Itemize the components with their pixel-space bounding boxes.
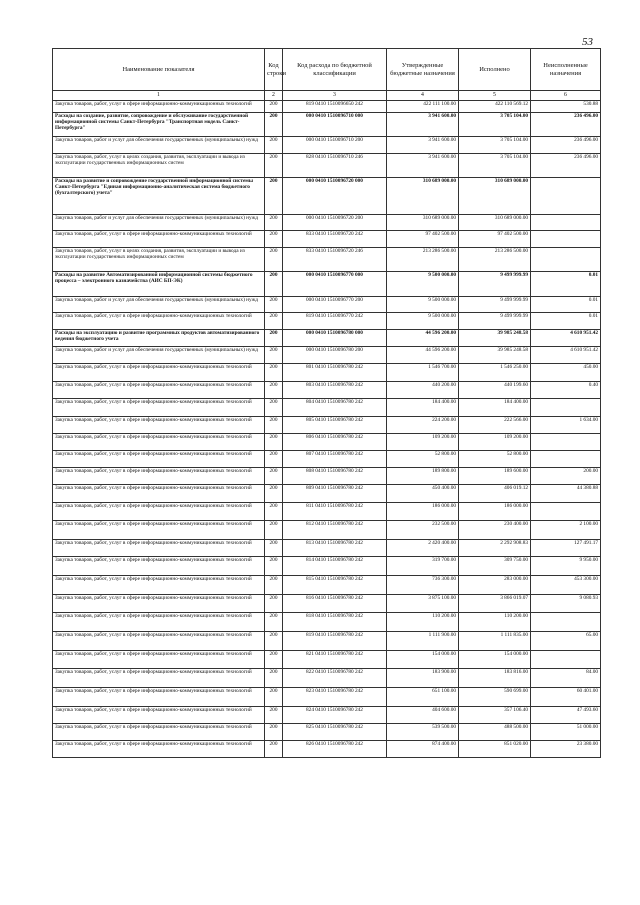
row-approved-amount: 1 546 700.00 xyxy=(387,364,459,382)
header-expense-code: Код расхода по бюджетной классификации xyxy=(283,49,387,91)
column-number-row xyxy=(53,91,601,101)
row-expense-code: 819 0410 1510096770 242 xyxy=(283,313,387,330)
table-row xyxy=(53,297,601,313)
row-approved-amount: 3 941 600.00 xyxy=(387,113,459,137)
row-indicator-name: Закупка товаров, работ, услуг в сфере информационно-коммуникационных технологий xyxy=(53,669,265,688)
row-unspent-amount: 47 493.60 xyxy=(531,707,601,724)
row-unspent-amount xyxy=(531,613,601,632)
row-expense-code: 805 0410 1510096780 242 xyxy=(283,417,387,434)
row-line-code: 200 xyxy=(265,595,283,613)
row-approved-amount: 3 875 100.00 xyxy=(387,595,459,613)
row-expense-code: 801 0410 1510096780 242 xyxy=(283,364,387,382)
row-indicator-name: Закупка товаров, работ, услуг в сфере информационно-коммуникационных технологий xyxy=(53,101,265,113)
row-line-code: 200 xyxy=(265,468,283,485)
row-approved-amount: 52 800.00 xyxy=(387,451,459,468)
row-unspent-amount xyxy=(531,451,601,468)
row-expense-code: 821 0410 1510096780 242 xyxy=(283,651,387,669)
row-expense-code: 000 0410 1510096710 000 xyxy=(283,113,387,137)
row-unspent-amount xyxy=(531,503,601,521)
row-approved-amount: 9 500 000.00 xyxy=(387,272,459,297)
row-executed-amount: 222 566.00 xyxy=(459,417,531,434)
row-executed-amount: 357 106.40 xyxy=(459,707,531,724)
row-line-code: 200 xyxy=(265,503,283,521)
row-indicator-name: Расходы на создание, развитие, сопровождение и обслуживание государственной информационной системы Санкт-Петербурга "Транспортная модель Санкт-Петербурга" xyxy=(53,113,265,137)
row-expense-code: 812 0410 1510096780 242 xyxy=(283,521,387,540)
page-number: 53 xyxy=(582,36,593,48)
row-expense-code: 000 0410 1510096710 200 xyxy=(283,137,387,154)
row-executed-amount: 109 200.00 xyxy=(459,434,531,451)
table-row xyxy=(53,724,601,741)
row-line-code: 200 xyxy=(265,137,283,154)
row-approved-amount: 189 800.00 xyxy=(387,468,459,485)
row-line-code: 200 xyxy=(265,724,283,741)
row-approved-amount: 184 400.00 xyxy=(387,399,459,417)
column-number: 2 xyxy=(265,91,283,101)
table-row xyxy=(53,417,601,434)
table-row xyxy=(53,521,601,540)
table-row xyxy=(53,231,601,248)
row-approved-amount: 651 100.00 xyxy=(387,688,459,707)
row-indicator-name: Закупка товаров, работ и услуг для обеспечения государственных (муниципальных) нужд xyxy=(53,347,265,364)
table-row xyxy=(53,451,601,468)
row-executed-amount: 310 689 000.00 xyxy=(459,215,531,231)
row-indicator-name: Закупка товаров, работ, услуг в сфере информационно-коммуникационных технологий xyxy=(53,540,265,557)
row-indicator-name: Закупка товаров, работ, услуг в сфере информационно-коммуникационных технологий xyxy=(53,231,265,248)
row-executed-amount: 422 110 569.12 xyxy=(459,101,531,113)
column-number: 5 xyxy=(459,91,531,101)
row-unspent-amount: 200.00 xyxy=(531,468,601,485)
row-unspent-amount: 4 610 951.42 xyxy=(531,347,601,364)
row-line-code: 200 xyxy=(265,382,283,399)
row-line-code: 200 xyxy=(265,557,283,576)
row-approved-amount: 109 200.00 xyxy=(387,434,459,451)
row-line-code: 200 xyxy=(265,399,283,417)
row-unspent-amount: 0.01 xyxy=(531,297,601,313)
row-indicator-name: Закупка товаров, работ, услуг в сфере информационно-коммуникационных технологий xyxy=(53,741,265,758)
row-executed-amount: 52 800.00 xyxy=(459,451,531,468)
row-executed-amount: 110 200.00 xyxy=(459,613,531,632)
row-executed-amount: 406 019.12 xyxy=(459,485,531,503)
row-executed-amount: 9 499 999.99 xyxy=(459,313,531,330)
row-executed-amount: 213 286 500.00 xyxy=(459,248,531,272)
row-approved-amount: 874 400.00 xyxy=(387,741,459,758)
row-executed-amount: 39 985 248.58 xyxy=(459,347,531,364)
row-expense-code: 819 0410 1510096650 242 xyxy=(283,101,387,113)
row-executed-amount: 230 400.00 xyxy=(459,521,531,540)
row-approved-amount: 224 200.00 xyxy=(387,417,459,434)
row-unspent-amount: 530.88 xyxy=(531,101,601,113)
row-line-code: 200 xyxy=(265,485,283,503)
row-unspent-amount: 1 634.00 xyxy=(531,417,601,434)
row-unspent-amount xyxy=(531,231,601,248)
row-indicator-name: Закупка товаров, работ, услуг в сфере информационно-коммуникационных технологий xyxy=(53,313,265,330)
row-executed-amount: 3 866 019.07 xyxy=(459,595,531,613)
row-executed-amount: 186 000.00 xyxy=(459,503,531,521)
row-expense-code: 000 0410 1510096770 200 xyxy=(283,297,387,313)
row-approved-amount: 3 941 600.00 xyxy=(387,137,459,154)
row-unspent-amount: 9 950.00 xyxy=(531,557,601,576)
row-line-code: 200 xyxy=(265,364,283,382)
row-approved-amount: 310 689 000.00 xyxy=(387,178,459,215)
row-expense-code: 824 0410 1510096780 242 xyxy=(283,707,387,724)
row-approved-amount: 422 111 100.00 xyxy=(387,101,459,113)
row-executed-amount: 310 689 000.00 xyxy=(459,178,531,215)
table-row xyxy=(53,503,601,521)
row-unspent-amount: 65.00 xyxy=(531,632,601,651)
row-indicator-name: Расходы на развитие и сопровождение государственной информационной системы Санкт-Петербурга "Единая информационно-аналитическая система бюджетного (бухгалтерского) учета" xyxy=(53,178,265,215)
column-number: 4 xyxy=(387,91,459,101)
row-approved-amount: 3 941 600.00 xyxy=(387,154,459,178)
row-indicator-name: Закупка товаров, работ, услуг в сфере информационно-коммуникационных технологий xyxy=(53,399,265,417)
row-expense-code: 825 0410 1510096780 242 xyxy=(283,724,387,741)
row-expense-code: 000 0410 1510096720 000 xyxy=(283,178,387,215)
row-line-code: 200 xyxy=(265,330,283,347)
row-unspent-amount xyxy=(531,248,601,272)
row-executed-amount: 189 600.00 xyxy=(459,468,531,485)
row-approved-amount: 9 500 000.00 xyxy=(387,297,459,313)
row-indicator-name: Закупка товаров, работ, услуг в сфере информационно-коммуникационных технологий xyxy=(53,688,265,707)
row-indicator-name: Закупка товаров, работ, услуг в сфере информационно-коммуникационных технологий xyxy=(53,503,265,521)
row-expense-code: 808 0410 1510096780 242 xyxy=(283,468,387,485)
row-executed-amount: 3 705 104.00 xyxy=(459,137,531,154)
row-line-code: 200 xyxy=(265,347,283,364)
row-executed-amount: 1 546 250.00 xyxy=(459,364,531,382)
row-indicator-name: Закупка товаров, работ, услуг в сфере информационно-коммуникационных технологий xyxy=(53,434,265,451)
row-indicator-name: Закупка товаров, работ, услуг в сфере информационно-коммуникационных технологий xyxy=(53,521,265,540)
row-expense-code: 818 0410 1510096780 242 xyxy=(283,613,387,632)
row-expense-code: 803 0410 1510096780 242 xyxy=(283,382,387,399)
row-line-code: 200 xyxy=(265,154,283,178)
row-indicator-name: Закупка товаров, работ, услуг в сфере информационно-коммуникационных технологий xyxy=(53,651,265,669)
table-row xyxy=(53,707,601,724)
row-executed-amount: 3 705 104.00 xyxy=(459,113,531,137)
table-row xyxy=(53,382,601,399)
row-approved-amount: 319 700.00 xyxy=(387,557,459,576)
table-row xyxy=(53,313,601,330)
row-indicator-name: Закупка товаров, работ, услуг в сфере информационно-коммуникационных технологий xyxy=(53,576,265,595)
table-row xyxy=(53,364,601,382)
row-executed-amount: 39 985 248.58 xyxy=(459,330,531,347)
row-approved-amount: 9 500 000.00 xyxy=(387,313,459,330)
row-indicator-name: Закупка товаров, работ, услуг в сфере информационно-коммуникационных технологий xyxy=(53,557,265,576)
row-unspent-amount: 44 380.88 xyxy=(531,485,601,503)
row-indicator-name: Закупка товаров, работ, услуг в целях создания, развития, эксплуатации и вывода из эксплуатации государственных информационных систем xyxy=(53,154,265,178)
row-line-code: 200 xyxy=(265,297,283,313)
table-row xyxy=(53,113,601,137)
row-executed-amount: 9 499 999.99 xyxy=(459,297,531,313)
row-unspent-amount xyxy=(531,434,601,451)
table-row xyxy=(53,632,601,651)
row-expense-code: 813 0410 1510096780 242 xyxy=(283,540,387,557)
row-unspent-amount: 51 000.00 xyxy=(531,724,601,741)
row-expense-code: 828 0410 1510096710 246 xyxy=(283,154,387,178)
table-row xyxy=(53,688,601,707)
row-unspent-amount: 60 401.00 xyxy=(531,688,601,707)
table-body xyxy=(53,101,601,758)
row-unspent-amount: 2 100.00 xyxy=(531,521,601,540)
header-approved: Утвержденные бюджетные назначения xyxy=(387,49,459,91)
table-row xyxy=(53,272,601,297)
row-executed-amount: 488 500.00 xyxy=(459,724,531,741)
row-expense-code: 000 0410 1510096780 000 xyxy=(283,330,387,347)
row-line-code: 200 xyxy=(265,613,283,632)
table-row xyxy=(53,613,601,632)
row-expense-code: 000 0410 1510096770 000 xyxy=(283,272,387,297)
row-expense-code: 000 0410 1510096780 200 xyxy=(283,347,387,364)
table-row xyxy=(53,540,601,557)
row-indicator-name: Закупка товаров, работ, услуг в сфере информационно-коммуникационных технологий xyxy=(53,707,265,724)
table-row xyxy=(53,557,601,576)
row-expense-code: 816 0410 1510096780 242 xyxy=(283,595,387,613)
row-indicator-name: Закупка товаров, работ, услуг в сфере информационно-коммуникационных технологий xyxy=(53,382,265,399)
row-executed-amount: 9 499 999.99 xyxy=(459,272,531,297)
row-unspent-amount: 9 080.93 xyxy=(531,595,601,613)
table-row xyxy=(53,154,601,178)
row-indicator-name: Закупка товаров, работ, услуг в сфере информационно-коммуникационных технологий xyxy=(53,364,265,382)
row-line-code: 200 xyxy=(265,651,283,669)
row-line-code: 200 xyxy=(265,231,283,248)
row-indicator-name: Закупка товаров, работ, услуг в сфере информационно-коммуникационных технологий xyxy=(53,724,265,741)
row-line-code: 200 xyxy=(265,521,283,540)
row-expense-code: 833 0410 1510096720 242 xyxy=(283,231,387,248)
row-unspent-amount: 236 496.00 xyxy=(531,113,601,137)
row-indicator-name: Закупка товаров, работ, услуг в сфере информационно-коммуникационных технологий xyxy=(53,613,265,632)
row-approved-amount: 183 900.00 xyxy=(387,669,459,688)
header-indicator-name: Наименование показателя xyxy=(53,49,265,91)
row-indicator-name: Закупка товаров, работ и услуг для обеспечения государственных (муниципальных) нужд xyxy=(53,137,265,154)
row-approved-amount: 232 500.00 xyxy=(387,521,459,540)
row-indicator-name: Расходы на развитие Автоматизированной информационной системы бюджетного процесса – электронного казначейства (АИС БП-ЭК) xyxy=(53,272,265,297)
row-line-code: 200 xyxy=(265,417,283,434)
row-indicator-name: Закупка товаров, работ, услуг в сфере информационно-коммуникационных технологий xyxy=(53,468,265,485)
table-header-row xyxy=(53,49,601,91)
row-line-code: 200 xyxy=(265,101,283,113)
header-unspent: Неисполненные назначения xyxy=(531,49,601,91)
row-line-code: 200 xyxy=(265,669,283,688)
row-executed-amount: 1 111 835.00 xyxy=(459,632,531,651)
row-unspent-amount: 453 300.00 xyxy=(531,576,601,595)
row-line-code: 200 xyxy=(265,113,283,137)
row-indicator-name: Закупка товаров, работ, услуг в сфере информационно-коммуникационных технологий xyxy=(53,632,265,651)
table-row xyxy=(53,248,601,272)
row-approved-amount: 440 200.00 xyxy=(387,382,459,399)
row-executed-amount: 183 816.00 xyxy=(459,669,531,688)
table-row xyxy=(53,137,601,154)
row-unspent-amount: 0.40 xyxy=(531,382,601,399)
column-number: 1 xyxy=(53,91,265,101)
row-executed-amount: 2 292 908.83 xyxy=(459,540,531,557)
table-row xyxy=(53,468,601,485)
row-indicator-name: Закупка товаров, работ, услуг в сфере информационно-коммуникационных технологий xyxy=(53,485,265,503)
row-unspent-amount: 0.01 xyxy=(531,313,601,330)
table-row xyxy=(53,215,601,231)
row-expense-code: 815 0410 1510096780 242 xyxy=(283,576,387,595)
table-row xyxy=(53,651,601,669)
row-executed-amount: 3 705 104.00 xyxy=(459,154,531,178)
row-approved-amount: 186 000.00 xyxy=(387,503,459,521)
row-executed-amount: 283 000.00 xyxy=(459,576,531,595)
row-expense-code: 823 0410 1510096780 242 xyxy=(283,688,387,707)
row-unspent-amount: 84.00 xyxy=(531,669,601,688)
row-unspent-amount: 4 610 951.42 xyxy=(531,330,601,347)
row-expense-code: 811 0410 1510096780 242 xyxy=(283,503,387,521)
row-executed-amount: 184 400.00 xyxy=(459,399,531,417)
row-expense-code: 807 0410 1510096780 242 xyxy=(283,451,387,468)
row-executed-amount: 851 020.00 xyxy=(459,741,531,758)
table-row xyxy=(53,434,601,451)
header-line-code: Код строки xyxy=(265,49,283,91)
row-approved-amount: 736 300.00 xyxy=(387,576,459,595)
row-line-code: 200 xyxy=(265,451,283,468)
row-expense-code: 809 0410 1510096780 242 xyxy=(283,485,387,503)
row-executed-amount: 440 199.60 xyxy=(459,382,531,399)
row-line-code: 200 xyxy=(265,215,283,231)
column-number: 6 xyxy=(531,91,601,101)
row-expense-code: 826 0410 1510096780 242 xyxy=(283,741,387,758)
column-number: 3 xyxy=(283,91,387,101)
row-line-code: 200 xyxy=(265,741,283,758)
row-line-code: 200 xyxy=(265,313,283,330)
row-unspent-amount: 23 380.00 xyxy=(531,741,601,758)
row-indicator-name: Расходы на эксплуатацию и развитие программных продуктов автоматизированного ведения бюджетного учета xyxy=(53,330,265,347)
row-line-code: 200 xyxy=(265,576,283,595)
row-unspent-amount xyxy=(531,399,601,417)
row-expense-code: 819 0410 1510096780 242 xyxy=(283,632,387,651)
row-approved-amount: 539 500.00 xyxy=(387,724,459,741)
row-approved-amount: 44 596 200.00 xyxy=(387,347,459,364)
row-executed-amount: 97 402 500.00 xyxy=(459,231,531,248)
row-expense-code: 833 0410 1510096720 246 xyxy=(283,248,387,272)
table-row xyxy=(53,576,601,595)
row-line-code: 200 xyxy=(265,248,283,272)
row-approved-amount: 110 200.00 xyxy=(387,613,459,632)
row-unspent-amount: 0.01 xyxy=(531,272,601,297)
row-approved-amount: 154 000.00 xyxy=(387,651,459,669)
row-indicator-name: Закупка товаров, работ и услуг для обеспечения государственных (муниципальных) нужд xyxy=(53,297,265,313)
table-row xyxy=(53,347,601,364)
row-unspent-amount xyxy=(531,651,601,669)
table-row xyxy=(53,595,601,613)
row-line-code: 200 xyxy=(265,632,283,651)
table-row xyxy=(53,399,601,417)
row-approved-amount: 310 689 000.00 xyxy=(387,215,459,231)
row-indicator-name: Закупка товаров, работ, услуг в сфере информационно-коммуникационных технологий xyxy=(53,595,265,613)
table-row xyxy=(53,330,601,347)
budget-execution-table xyxy=(52,48,601,758)
row-executed-amount: 309 750.00 xyxy=(459,557,531,576)
row-expense-code: 806 0410 1510096780 242 xyxy=(283,434,387,451)
row-approved-amount: 44 596 200.00 xyxy=(387,330,459,347)
row-unspent-amount: 450.00 xyxy=(531,364,601,382)
row-unspent-amount xyxy=(531,215,601,231)
row-indicator-name: Закупка товаров, работ и услуг для обеспечения государственных (муниципальных) нужд xyxy=(53,215,265,231)
table-row xyxy=(53,741,601,758)
row-line-code: 200 xyxy=(265,272,283,297)
row-line-code: 200 xyxy=(265,540,283,557)
row-approved-amount: 213 286 500.00 xyxy=(387,248,459,272)
row-approved-amount: 450 400.00 xyxy=(387,485,459,503)
row-unspent-amount: 236 496.00 xyxy=(531,154,601,178)
table-row xyxy=(53,485,601,503)
row-indicator-name: Закупка товаров, работ, услуг в сфере информационно-коммуникационных технологий xyxy=(53,417,265,434)
row-executed-amount: 590 699.00 xyxy=(459,688,531,707)
row-approved-amount: 97 402 500.00 xyxy=(387,231,459,248)
row-line-code: 200 xyxy=(265,688,283,707)
row-unspent-amount: 127 491.17 xyxy=(531,540,601,557)
row-indicator-name: Закупка товаров, работ, услуг в сфере информационно-коммуникационных технологий xyxy=(53,451,265,468)
header-executed: Исполнено xyxy=(459,49,531,91)
row-unspent-amount xyxy=(531,178,601,215)
table-row xyxy=(53,669,601,688)
row-unspent-amount: 236 496.00 xyxy=(531,137,601,154)
table-row xyxy=(53,178,601,215)
row-indicator-name: Закупка товаров, работ, услуг в целях создания, развития, эксплуатации и вывода из эксплуатации государственных информационных систем xyxy=(53,248,265,272)
row-line-code: 200 xyxy=(265,178,283,215)
row-line-code: 200 xyxy=(265,434,283,451)
row-executed-amount: 154 000.00 xyxy=(459,651,531,669)
row-approved-amount: 1 111 900.00 xyxy=(387,632,459,651)
row-expense-code: 804 0410 1510096780 242 xyxy=(283,399,387,417)
row-line-code: 200 xyxy=(265,707,283,724)
row-expense-code: 814 0410 1510096780 242 xyxy=(283,557,387,576)
row-expense-code: 822 0410 1510096780 242 xyxy=(283,669,387,688)
row-expense-code: 000 0410 1510096720 200 xyxy=(283,215,387,231)
row-approved-amount: 2 420 400.00 xyxy=(387,540,459,557)
table-row xyxy=(53,101,601,113)
row-approved-amount: 404 600.00 xyxy=(387,707,459,724)
